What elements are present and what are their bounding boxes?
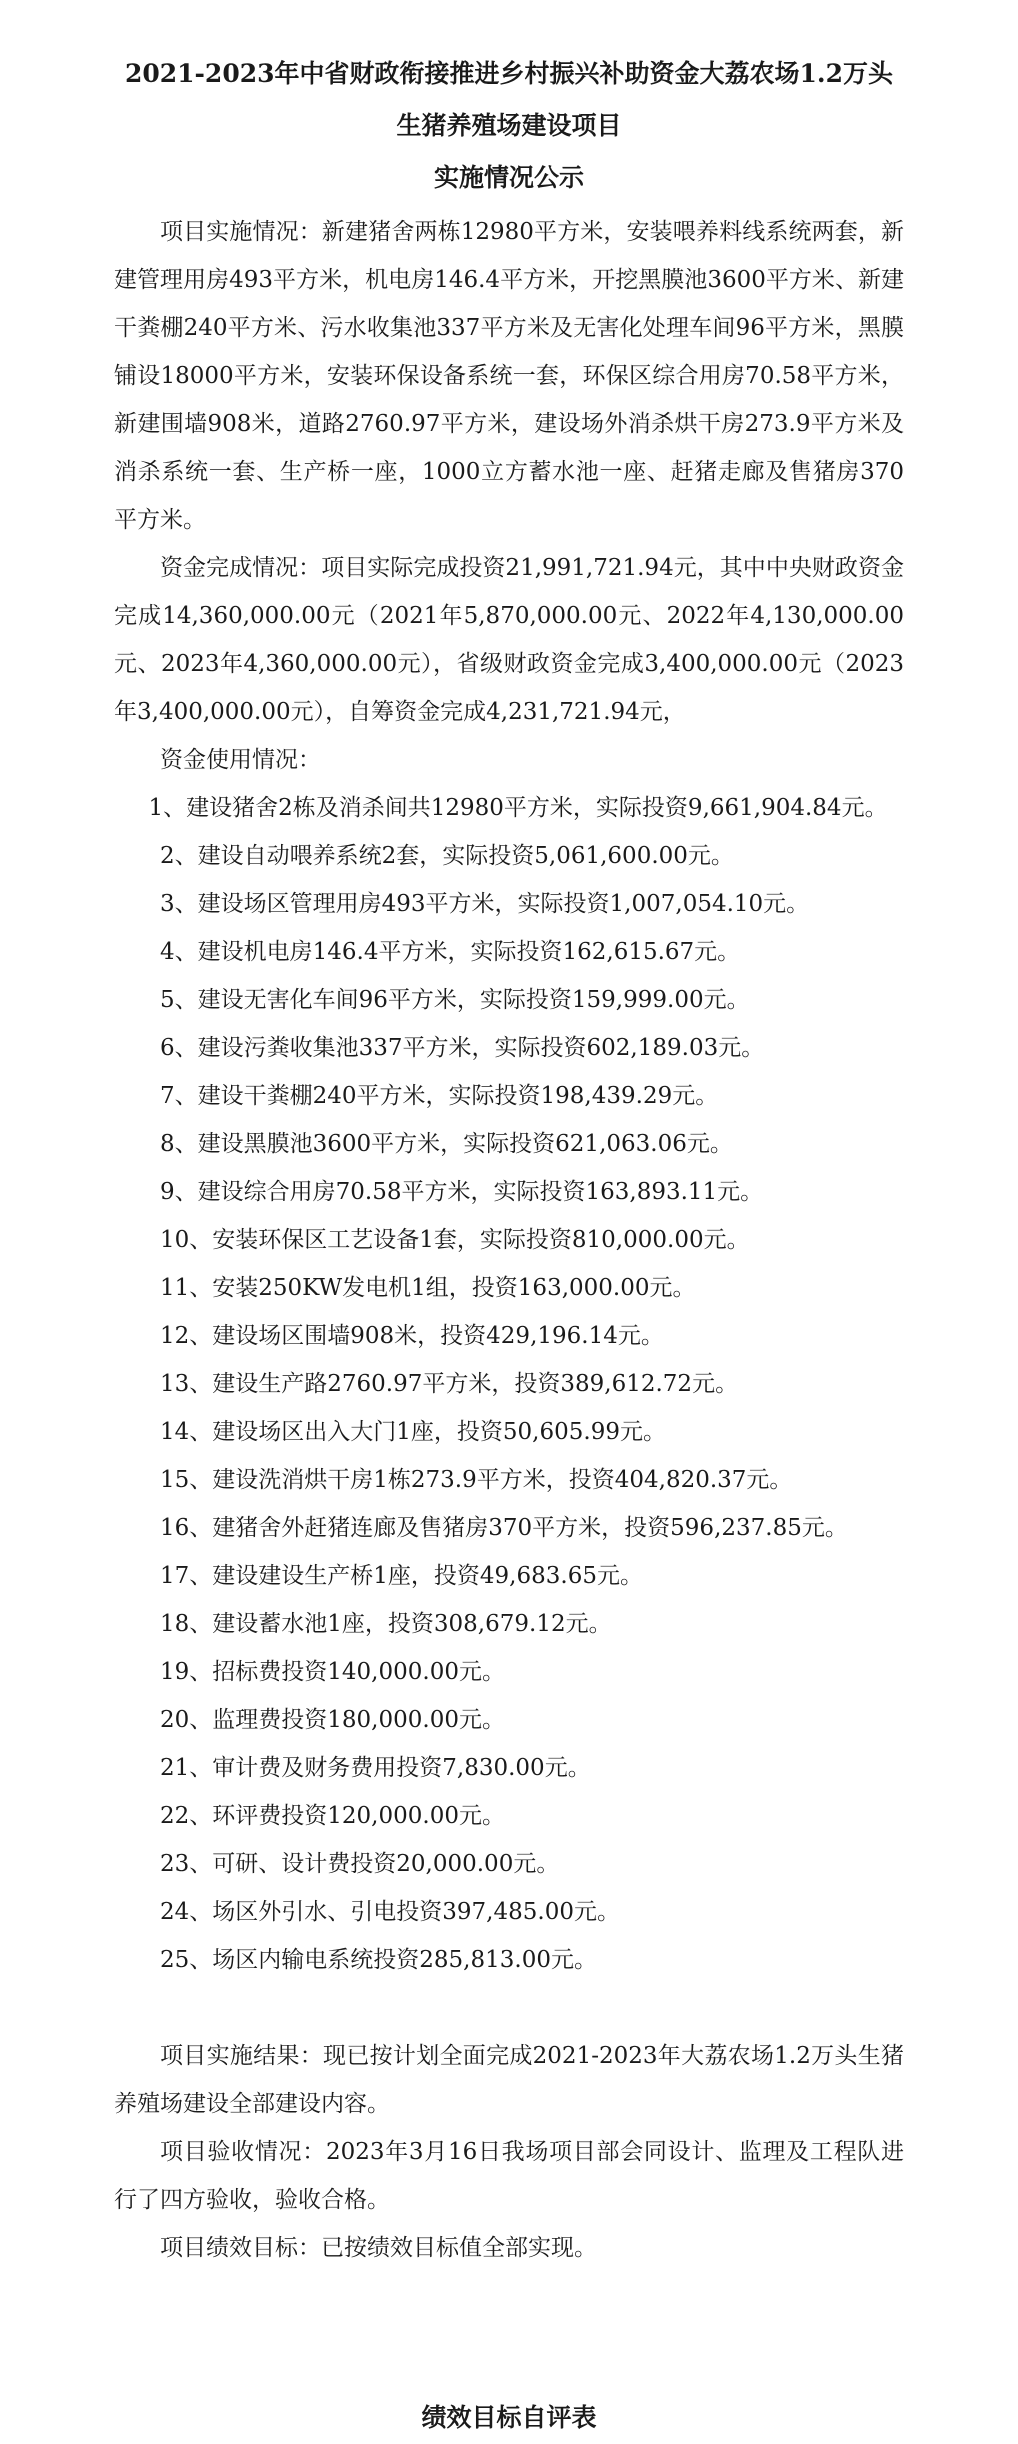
list-item: 20、监理费投资180,000.00元。 <box>160 1707 505 1733</box>
funds-usage-list <box>114 784 904 1984</box>
list-item: 14、建设场区出入大门1座，投资50,605.99元。 <box>160 1419 666 1445</box>
list-item: 23、可研、设计费投资20,000.00元。 <box>160 1851 560 1877</box>
list-item: 5、建设无害化车间96平方米，实际投资159,999.00元。 <box>160 987 750 1013</box>
spacer <box>114 1984 904 2032</box>
list-item: 10、安装环保区工艺设备1套，实际投资810,000.00元。 <box>160 1227 750 1253</box>
list-item: 18、建设蓄水池1座，投资308,679.12元。 <box>160 1611 612 1637</box>
document-subtitle: 实施情况公示 <box>433 163 584 192</box>
list-item: 22、环评费投资120,000.00元。 <box>160 1803 505 1829</box>
list-item: 16、建猪舍外赶猪连廊及售猪房370平方米，投资596,237.85元。 <box>160 1515 848 1541</box>
list-item: 19、招标费投资140,000.00元。 <box>160 1659 505 1685</box>
list-item: 13、建设生产路2760.97平方米，投资389,612.72元。 <box>160 1371 739 1397</box>
list-item: 17、建设建设生产桥1座，投资49,683.65元。 <box>160 1563 643 1589</box>
list-item: 1、建设猪舍2栋及消杀间共12980平方米，实际投资9,661,904.84元。 <box>148 795 888 821</box>
list-item: 8、建设黑膜池3600平方米，实际投资621,063.06元。 <box>160 1131 733 1157</box>
self-evaluation-heading: 绩效目标自评表 <box>421 2403 597 2432</box>
funds-completion-paragraph: 资金完成情况：项目实际完成投资21,991,721.94元，其中中央财政资金完成14,360,000.00元（2021年5,870,000.00元、2022年4,130,000.00元、2023年4,360,000.00元），省级财政资金完成3,400,000.00元（2023年3,400,000.00元），自筹资金完成4,231,721.94元， <box>114 555 904 725</box>
list-item: 9、建设综合用房70.58平方米，实际投资163,893.11元。 <box>160 1179 764 1205</box>
performance-paragraph: 项目绩效目标：已按绩效目标值全部实现。 <box>160 2235 597 2261</box>
list-item: 7、建设干粪棚240平方米，实际投资198,439.29元。 <box>160 1083 719 1109</box>
implementation-paragraph: 项目实施情况：新建猪舍两栋12980平方米，安装喂养料线系统两套，新建管理用房493平方米，机电房146.4平方米，开挖黑膜池3600平方米、新建干粪棚240平方米、污水收集池337平方米及无害化处理车间96平方米，黑膜铺设18000平方米，安装环保设备系统一套，环保区综合用房70.58平方米，新建围墙908米，道路2760.97平方米，建设场外消杀烘干房273.9平方米及消杀系统一套、生产桥一座，1000立方蓄水池一座、赶猪走廊及售猪房370平方米。 <box>114 219 904 533</box>
list-item: 25、场区内输电系统投资285,813.00元。 <box>160 1947 597 1973</box>
result-paragraph: 项目实施结果：现已按计划全面完成2021-2023年大荔农场1.2万头生猪养殖场建设全部建设内容。 <box>114 2043 904 2117</box>
list-item: 12、建设场区围墙908米，投资429,196.14元。 <box>160 1323 664 1349</box>
list-item: 21、审计费及财务费用投资7,830.00元。 <box>160 1755 591 1781</box>
funds-usage-heading: 资金使用情况： <box>160 747 321 773</box>
list-item: 11、安装250KW发电机1组，投资163,000.00元。 <box>160 1275 696 1301</box>
list-item: 15、建设洗消烘干房1栋273.9平方米，投资404,820.37元。 <box>160 1467 793 1493</box>
document-title: 2021-2023年中省财政衔接推进乡村振兴补助资金大荔农场1.2万头生猪养殖场建设项目 <box>124 59 894 140</box>
acceptance-paragraph: 项目验收情况：2023年3月16日我场项目部会同设计、监理及工程队进行了四方验收，验收合格。 <box>114 2139 904 2213</box>
list-item: 6、建设污粪收集池337平方米，实际投资602,189.03元。 <box>160 1035 765 1061</box>
list-item: 4、建设机电房146.4平方米，实际投资162,615.67元。 <box>160 939 741 965</box>
list-item: 24、场区外引水、引电投资397,485.00元。 <box>160 1899 620 1925</box>
list-item: 3、建设场区管理用房493平方米，实际投资1,007,054.10元。 <box>160 891 810 917</box>
list-item: 2、建设自动喂养系统2套，实际投资5,061,600.00元。 <box>160 843 734 869</box>
